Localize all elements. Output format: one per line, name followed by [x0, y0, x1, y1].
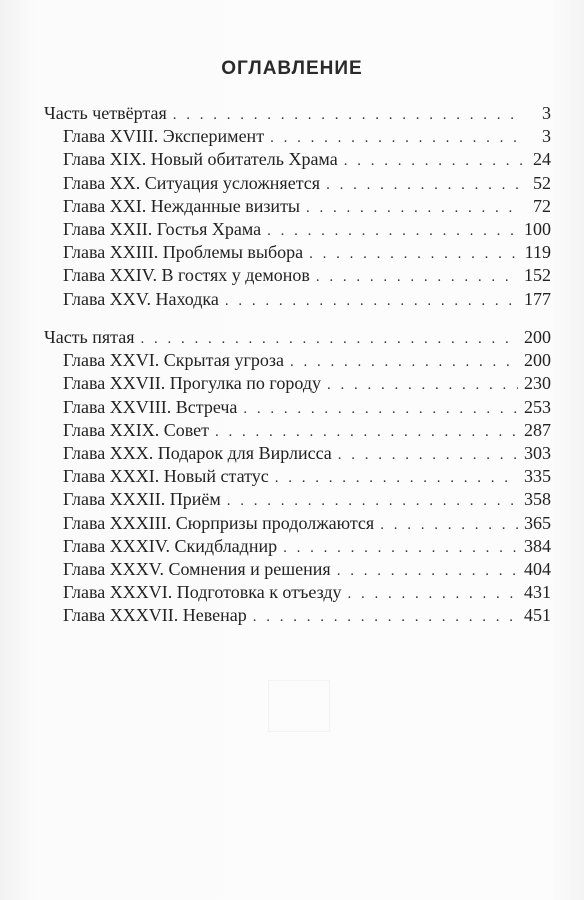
toc-chapter-label: Глава XXXVI. Подготовка к отъезду [63, 582, 342, 603]
toc-chapter-row [44, 241, 551, 264]
page-title: ОГЛАВЛЕНИЕ [221, 58, 363, 79]
toc-page-number: 431 [524, 582, 551, 603]
toc-leader-dots [227, 490, 518, 513]
toc-chapter-label: Глава XXIII. Проблемы выбора [63, 242, 304, 263]
toc-leader-dots [326, 174, 523, 197]
toc-page-number: 72 [533, 195, 551, 216]
toc-chapter-label: Глава XVIII. Эксперимент [63, 126, 265, 147]
toc-chapter-row [44, 172, 551, 195]
toc-chapter-row [44, 195, 551, 218]
toc-leader-dots [290, 351, 518, 374]
toc-chapter-row [44, 264, 551, 287]
toc-part-label: Часть четвёртая [44, 103, 167, 123]
toc-page-number: 451 [524, 605, 551, 626]
show-through-mark [268, 680, 330, 732]
toc-chapter-label: Глава XIX. Новый обитатель Храма [63, 149, 338, 170]
toc-leader-dots [267, 220, 518, 243]
toc-chapter-row [44, 604, 551, 627]
toc-chapter-row [44, 442, 551, 465]
toc-chapter-label: Глава XXXIII. Сюрпризы продолжаются [63, 512, 375, 533]
toc-leader-dots [306, 197, 523, 220]
toc-chapter-row [44, 288, 551, 311]
toc-section-part-4 [44, 102, 551, 311]
toc-leader-dots [215, 421, 518, 444]
toc-page-number: 24 [533, 149, 551, 170]
show-through-text [120, 735, 460, 855]
toc-page-number: 100 [524, 218, 551, 239]
toc-page-number: 365 [524, 512, 551, 533]
toc-chapter-label: Глава XXXV. Сомнения и решения [63, 558, 331, 579]
toc-page-number: 152 [524, 265, 551, 286]
toc-page-number: 287 [524, 419, 551, 440]
toc-page-number: 303 [524, 442, 551, 463]
toc-chapter-label: Глава XXVI. Скрытая угроза [63, 350, 284, 371]
toc-section-part-5 [44, 326, 551, 627]
toc-part-row [44, 102, 551, 125]
toc-page-number: 404 [524, 558, 551, 579]
toc-leader-dots [337, 560, 518, 583]
toc-page-number: 230 [524, 373, 551, 394]
toc-leader-dots [327, 374, 518, 397]
toc-page-number: 177 [524, 288, 551, 309]
toc-part-row [44, 326, 551, 349]
toc-leader-dots [283, 537, 518, 560]
toc-chapter-label: Глава XXVIII. Встреча [63, 396, 238, 417]
toc-chapter-label: Глава XXXIV. Скидбладнир [63, 535, 278, 556]
toc-page-number: 3 [542, 103, 551, 123]
toc-leader-dots [253, 606, 518, 629]
toc-chapter-label: Глава XXII. Гостья Храма [63, 218, 262, 239]
toc-page-number: 200 [524, 350, 551, 371]
toc-chapter-row [44, 535, 551, 558]
toc-page-number: 253 [524, 396, 551, 417]
toc-leader-dots [316, 266, 518, 289]
toc-chapter-row [44, 558, 551, 581]
toc-part-label: Часть пятая [44, 327, 135, 347]
toc-chapter-label: Глава XXX. Подарок для Вирлисса [63, 442, 332, 463]
toc-chapter-row [44, 581, 551, 604]
toc-leader-dots [141, 328, 518, 351]
toc-chapter-row [44, 465, 551, 488]
toc-chapter-label: Глава XXXI. Новый статус [63, 466, 269, 487]
toc-page-number: 3 [542, 126, 551, 147]
toc-chapter-label: Глава XXIV. В гостях у демонов [63, 265, 310, 286]
toc-leader-dots [338, 444, 518, 467]
toc-chapter-row [44, 349, 551, 372]
toc-chapter-label: Глава XXV. Находка [63, 288, 219, 309]
toc-chapter-row [44, 372, 551, 395]
toc-chapter-row [44, 396, 551, 419]
toc-chapter-row [44, 419, 551, 442]
toc-chapter-row [44, 512, 551, 535]
toc-chapter-row [44, 488, 551, 511]
toc-page-number: 335 [524, 466, 551, 487]
toc-leader-dots [309, 243, 518, 266]
toc-leader-dots [348, 583, 518, 606]
toc-page-number: 358 [524, 489, 551, 510]
toc-leader-dots [243, 398, 518, 421]
toc-chapter-label: Глава XXI. Нежданные визиты [63, 195, 301, 216]
toc-chapter-row [44, 218, 551, 241]
toc-page-number: 200 [524, 327, 551, 347]
toc-leader-dots [344, 150, 523, 173]
toc-leader-dots [270, 127, 523, 150]
toc-chapter-label: Глава XXIX. Совет [63, 419, 210, 440]
toc-chapter-row [44, 125, 551, 148]
toc-chapter-label: Глава XXXII. Приём [63, 489, 221, 510]
toc-page-number: 119 [524, 242, 551, 263]
toc-chapter-label: Глава XXVII. Прогулка по городу [63, 373, 322, 394]
toc-leader-dots [173, 104, 523, 127]
toc-leader-dots [275, 467, 518, 490]
toc-chapter-label: Глава XXXVII. Невенар [63, 605, 247, 626]
toc-page-number: 384 [524, 535, 551, 556]
toc-chapter-label: Глава XX. Ситуация усложняется [63, 172, 321, 193]
toc-leader-dots [380, 514, 518, 537]
toc-chapter-row [44, 148, 551, 171]
toc-page-number: 52 [533, 172, 551, 193]
toc-leader-dots [225, 290, 518, 313]
